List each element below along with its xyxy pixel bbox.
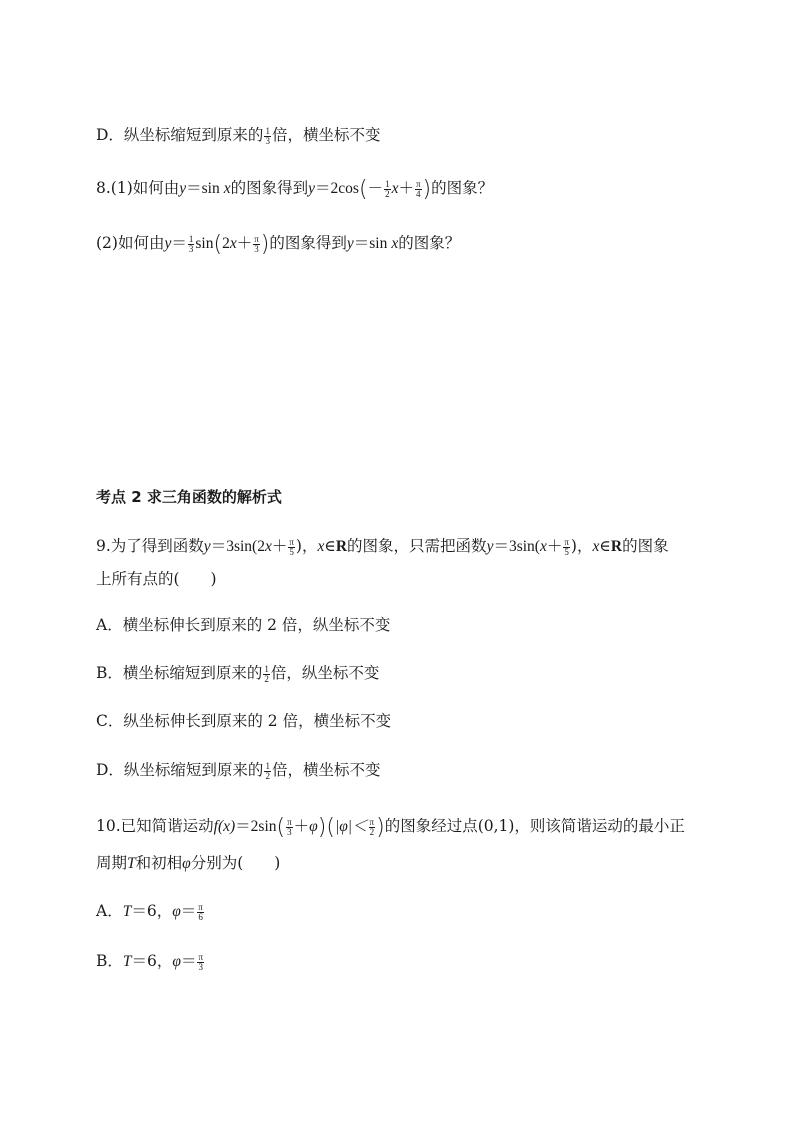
q10-line2: 周期T和初相φ分别为( ) xyxy=(96,854,281,872)
fraction: $\frac{\pi}{6}$ xyxy=(198,901,203,922)
left-paren: ( xyxy=(213,232,223,257)
q10-option-a: A．T＝6，φ＝ $\frac{\pi}{6}$ xyxy=(96,901,203,922)
left-paren: ( xyxy=(326,815,335,840)
q9-option-c: C．纵坐标伸长到原来的 2 倍，横坐标不变 xyxy=(96,712,392,730)
right-paren: ) xyxy=(422,177,432,202)
left-paren: ( xyxy=(358,177,368,202)
fraction: $\frac{\pi}{2}$ xyxy=(369,816,375,837)
left-paren: ( xyxy=(276,815,286,840)
q7-option-d-tail: 倍，横坐标不变 xyxy=(271,126,381,144)
fraction: $\frac{1}{3}$ xyxy=(188,233,194,254)
fraction: $\frac{\pi}{3}$ xyxy=(198,951,204,972)
q10-option-b: B．T＝6，φ＝ $\frac{\pi}{3}$ xyxy=(96,951,204,972)
q9-option-b: B．横坐标缩短到原来的 $\frac{1}{2}$ 倍，纵坐标不变 xyxy=(96,663,380,684)
q10-line1: 10.已知简谐运动f(x)＝2sin( $\frac{\pi}{3}$ ＋φ)(|φ|＜ $\frac{\pi}{2}$ )的图象经过点(0,1)，则该简谐运动的最小正 xyxy=(96,815,685,840)
fraction: $\frac{1}{3}$ xyxy=(265,125,270,146)
right-paren: ) xyxy=(317,815,327,840)
fraction: $\frac{\pi}{4}$ xyxy=(415,178,421,199)
right-paren: ) xyxy=(260,232,270,257)
fraction: $\frac{1}{2}$ xyxy=(385,178,390,199)
fraction: $\frac{1}{2}$ xyxy=(265,760,270,781)
q7-option-d xyxy=(96,124,380,146)
section-heading: 考点 2 求三角函数的解析式 xyxy=(96,488,282,506)
q9-option-d: D．纵坐标缩短到原来的 $\frac{1}{2}$ 倍，横坐标不变 xyxy=(96,760,381,781)
fraction: $\frac{\pi}{5}$ xyxy=(289,536,294,557)
fraction: $\frac{\pi}{3}$ xyxy=(254,233,259,254)
q7-option-d-text: D．纵坐标缩短到原来的 xyxy=(96,126,264,144)
q8-part2: (2)如何由y＝ $\frac{1}{3}$ sin(2x＋ $\frac{\pi}{3}$ )的图象得到y＝sin x的图象？ xyxy=(96,232,461,257)
q9-line2: 上所有点的( ) xyxy=(96,570,217,588)
fraction: $\frac{\pi}{3}$ xyxy=(287,816,292,837)
fraction: $\frac{\pi}{5}$ xyxy=(564,536,569,557)
q9-line1: 9.为了得到函数y＝3sin(2x＋ $\frac{\pi}{5}$ )，x∈R的图象，只需把函数y＝3sin(x＋ $\frac{\pi}{5}$ )，x∈R的图象 xyxy=(96,536,669,557)
right-paren: ) xyxy=(376,815,385,840)
q9-option-a: A．横坐标伸长到原来的 2 倍，纵坐标不变 xyxy=(96,616,391,634)
fraction: $\frac{1}{2}$ xyxy=(264,663,269,684)
q8-part1: 8.(1)如何由y＝sin x的图象得到y＝2cos(－ $\frac{1}{2}$ x＋ $\frac{\pi}{4}$ )的图象？ xyxy=(96,177,494,202)
